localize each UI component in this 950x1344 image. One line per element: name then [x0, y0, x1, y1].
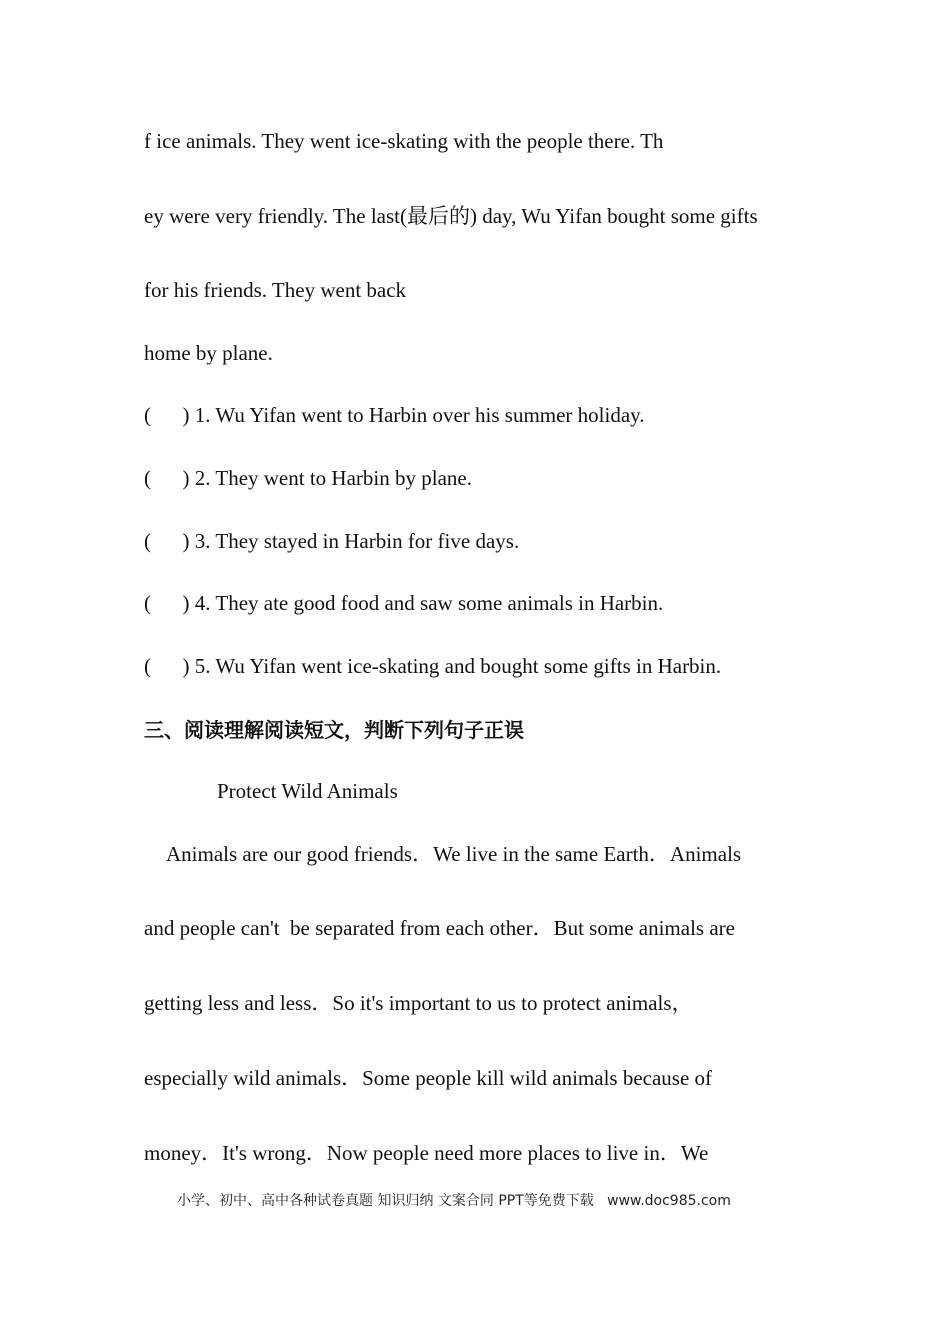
passage-line-4: home by plane.: [144, 341, 273, 365]
question-text: 3. They stayed in Harbin for five days.: [194, 529, 520, 553]
page-footer: 小学、初中、高中各种试卷真题 知识归纳 文案合同 PPT等免费下载 www.doc985.com: [177, 1193, 731, 1209]
passage-title: Protect Wild Animals: [217, 779, 398, 803]
question-2: [144, 465, 472, 491]
section3-line-4: especially wild animals．Some people kill wild animals because of: [144, 1066, 713, 1090]
question-5: [144, 653, 721, 679]
question-4: [144, 590, 663, 616]
answer-blank[interactable]: ( ): [144, 654, 190, 678]
question-text: 5. Wu Yifan went ice-skating and bought some gifts in Harbin.: [194, 654, 722, 678]
question-text: 4. They ate good food and saw some animals in Harbin.: [194, 591, 664, 615]
passage-line-1: f ice animals. They went ice-skating with the people there. Th: [144, 129, 664, 153]
passage-line-2: ey were very friendly. The last(最后的) day, Wu Yifan bought some gifts: [144, 204, 758, 228]
answer-blank[interactable]: ( ): [144, 403, 190, 427]
section3-line-5: money．It's wrong．Now people need more places to live in．We: [144, 1141, 709, 1165]
question-1: [144, 402, 645, 428]
question-text: 2. They went to Harbin by plane.: [194, 466, 472, 490]
answer-blank[interactable]: ( ): [144, 529, 190, 553]
answer-blank[interactable]: ( ): [144, 466, 190, 490]
section-heading: 三、阅读理解阅读短文，判断下列句子正误: [144, 718, 524, 742]
question-text: 1. Wu Yifan went to Harbin over his summer holiday.: [194, 403, 645, 427]
section3-line-2: and people can't be separated from each other．But some animals are: [144, 916, 735, 940]
question-3: [144, 528, 519, 554]
section3-line-1: Animals are our good friends．We live in the same Earth．Animals: [166, 842, 742, 866]
section3-line-3: getting less and less．So it's important to us to protect animals，: [144, 991, 693, 1015]
answer-blank[interactable]: ( ): [144, 591, 190, 615]
passage-line-3: for his friends. They went back: [144, 278, 407, 302]
